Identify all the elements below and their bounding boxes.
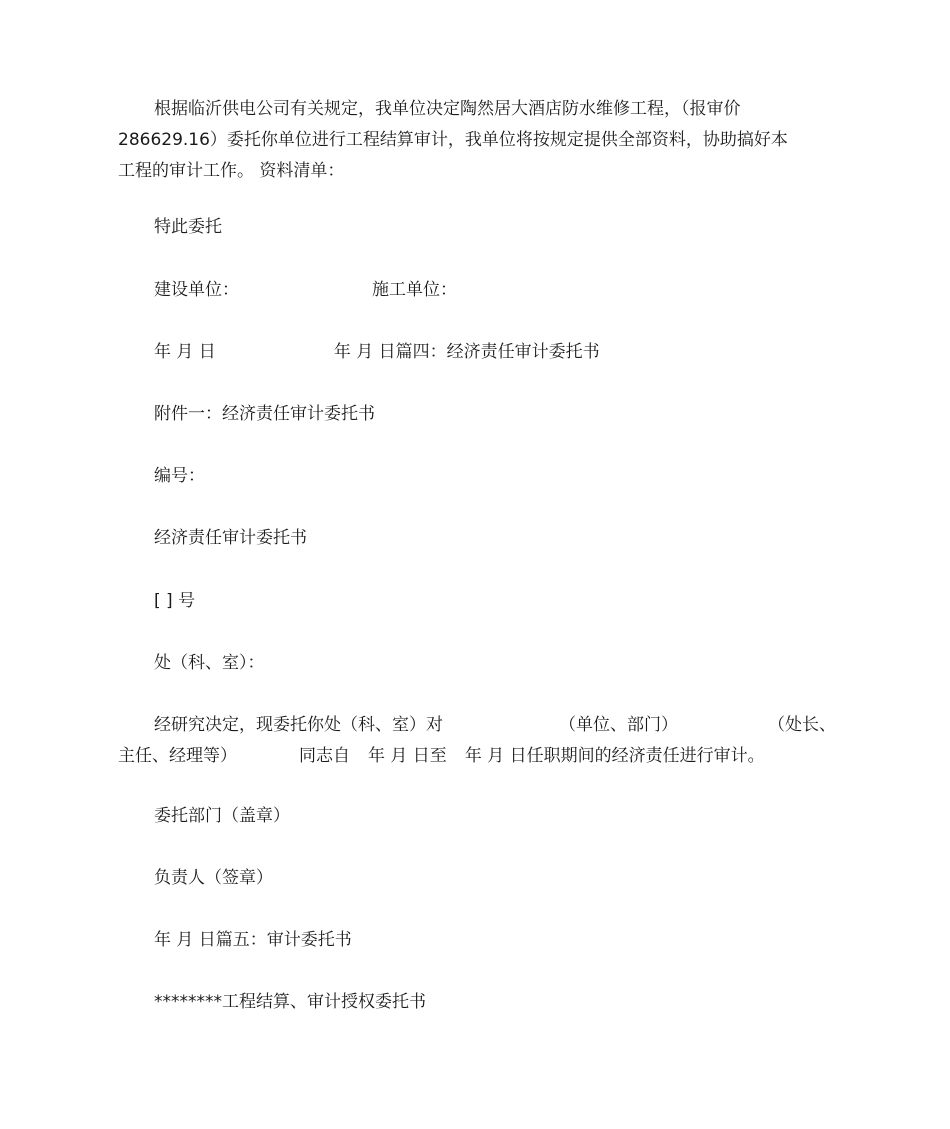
title-text: （处长、: [768, 715, 836, 735]
text-line: [118, 710, 834, 741]
contractor-label: 施工单位：: [372, 280, 457, 300]
paragraph-authorization-title: ********工程结算、审计授权委托书: [154, 992, 426, 1012]
paragraph-attachment: 附件一：经济责任审计委托书: [154, 404, 375, 424]
paragraph-serial: 编号：: [154, 466, 205, 486]
paragraph-responsible-person: 负责人（签章）: [154, 868, 273, 888]
comrade-text: 同志自: [299, 746, 350, 766]
construction-owner-label: 建设单位：: [154, 280, 239, 300]
period-end-text: 年 月 日任职期间的经济责任进行审计。: [464, 746, 765, 766]
paragraph-addressee: 处（科、室）：: [154, 653, 265, 673]
decision-text: 经研究决定，现委托你处（科、室）对: [154, 715, 443, 735]
text-line: 根据临沂供电公司有关规定，我单位决定陶然居大酒店防水维修工程，（报审价: [154, 99, 741, 119]
paragraph-special-commission: 特此委托: [154, 217, 222, 237]
text-line: 工程的审计工作。 资料清单：: [118, 161, 345, 181]
paragraph-intro: [118, 94, 834, 187]
roles-text: 主任、经理等）: [118, 746, 237, 766]
date-right-and-heading: 年 月 日篇四：经济责任审计委托书: [333, 342, 600, 362]
period-start-text: 年 月 日至: [368, 746, 447, 766]
paragraph-number: [ ] 号: [154, 591, 196, 611]
paragraph-commissioning-dept: 委托部门（盖章）: [154, 806, 290, 826]
paragraph-dates: [118, 337, 870, 368]
paragraph-title: 经济责任审计委托书: [154, 528, 307, 548]
text-line: 286629.16）委托你单位进行工程结算审计，我单位将按规定提供全部资料，协助搞好本: [118, 130, 788, 150]
text-line: [118, 741, 834, 772]
paragraph-signatories: [118, 275, 870, 306]
paragraph-decision: [118, 710, 834, 772]
paragraph-date-heading: 年 月 日篇五：审计委托书: [154, 930, 352, 950]
unit-department-text: （单位、部门）: [559, 715, 678, 735]
date-left: 年 月 日: [154, 342, 216, 362]
